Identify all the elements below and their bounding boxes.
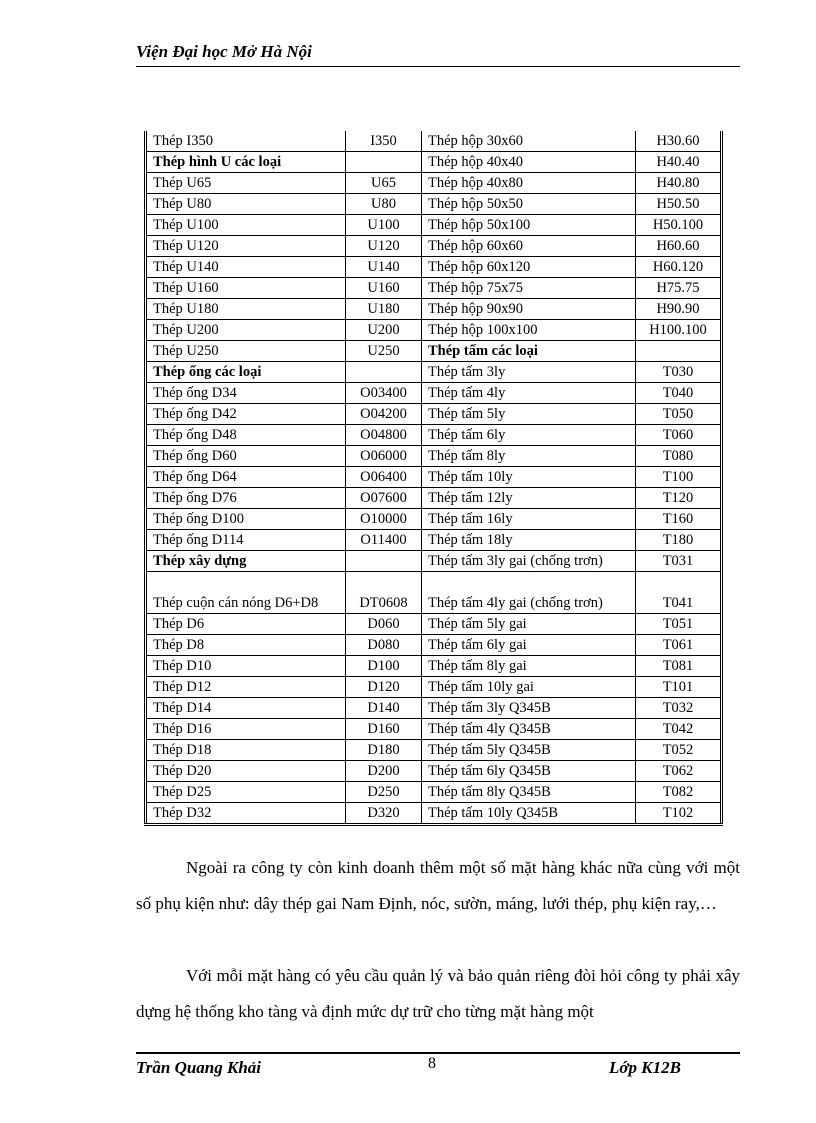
product-name-right: Thép tấm 6ly [422, 425, 636, 446]
product-name-right: Thép hộp 50x50 [422, 194, 636, 215]
table-row [146, 509, 722, 530]
product-name-right: Thép tấm 8ly Q345B [422, 782, 636, 803]
footer-class-label: Lớp K12B [609, 1058, 681, 1077]
product-code-right: T060 [636, 425, 722, 446]
table-row [146, 299, 722, 320]
product-code-left: O06000 [346, 446, 422, 467]
product-name-left: Thép ống D100 [146, 509, 346, 530]
table-row [146, 173, 722, 194]
body-paragraph-2: Với mỗi mặt hàng có yêu cầu quản lý và bảo quản riêng đòi hỏi công ty phải xây dựng hệ thống kho tàng và định mức dự trữ cho từng mặt hàng một [136, 966, 740, 1021]
table-row [146, 803, 722, 825]
product-code-right: H50.50 [636, 194, 722, 215]
product-name-left: Thép U65 [146, 173, 346, 194]
product-name-right: Thép hộp 60x120 [422, 257, 636, 278]
product-code-right: H100.100 [636, 320, 722, 341]
product-name-right: Thép hộp 30x60 [422, 131, 636, 152]
table-row [146, 362, 722, 383]
product-code-left: O11400 [346, 530, 422, 551]
product-code-left: D140 [346, 698, 422, 719]
product-name-left: Thép ống D76 [146, 488, 346, 509]
product-code-left: U80 [346, 194, 422, 215]
table-row [146, 698, 722, 719]
table-row [146, 194, 722, 215]
product-name-right: Thép hộp 40x40 [422, 152, 636, 173]
product-code-right: H40.40 [636, 152, 722, 173]
product-code-right: T032 [636, 698, 722, 719]
product-code-right: T051 [636, 614, 722, 635]
product-code-right: T101 [636, 677, 722, 698]
product-code-right: H30.60 [636, 131, 722, 152]
table-row [146, 404, 722, 425]
product-name-right: Thép hộp 50x100 [422, 215, 636, 236]
product-name-left: Thép U120 [146, 236, 346, 257]
product-code-left: O04800 [346, 425, 422, 446]
product-name-left: Thép D14 [146, 698, 346, 719]
product-code-right: T120 [636, 488, 722, 509]
product-code-left: D200 [346, 761, 422, 782]
product-name-right: Thép hộp 60x60 [422, 236, 636, 257]
product-name-right: Thép tấm 4ly gai (chống trơn) [422, 572, 636, 614]
table-row [146, 446, 722, 467]
product-code-table-container [144, 131, 720, 826]
product-name-left: Thép U80 [146, 194, 346, 215]
product-code-left: U140 [346, 257, 422, 278]
product-name-left: Thép ống D48 [146, 425, 346, 446]
footer-author: Trần Quang Khải [136, 1058, 262, 1077]
product-name-right: Thép tấm 12ly [422, 488, 636, 509]
product-name-left: Thép cuộn cán nóng D6+D8 [146, 572, 346, 614]
product-code-right: T080 [636, 446, 722, 467]
product-code-left [346, 152, 422, 173]
table-row [146, 782, 722, 803]
product-name-right: Thép tấm 3ly gai (chống trơn) [422, 551, 636, 572]
product-code-right: T062 [636, 761, 722, 782]
product-name-left: Thép D16 [146, 719, 346, 740]
product-code-right [636, 341, 722, 362]
product-code-right: T031 [636, 551, 722, 572]
product-code-table-body [146, 131, 722, 825]
table-row [146, 677, 722, 698]
product-code-left: D060 [346, 614, 422, 635]
table-row [146, 740, 722, 761]
product-name-right: Thép hộp 75x75 [422, 278, 636, 299]
product-code-right: H90.90 [636, 299, 722, 320]
product-name-right: Thép tấm 3ly [422, 362, 636, 383]
product-code-right: T050 [636, 404, 722, 425]
product-code-left: D100 [346, 656, 422, 677]
product-code-left: D180 [346, 740, 422, 761]
product-name-right: Thép tấm 4ly Q345B [422, 719, 636, 740]
product-name-right: Thép tấm 10ly [422, 467, 636, 488]
product-name-left: Thép U200 [146, 320, 346, 341]
product-code-right: H40.80 [636, 173, 722, 194]
product-code-left: D160 [346, 719, 422, 740]
product-code-left: U160 [346, 278, 422, 299]
product-code-left: D080 [346, 635, 422, 656]
product-code-right: T061 [636, 635, 722, 656]
product-name-left: Thép ống D60 [146, 446, 346, 467]
product-code-left: U120 [346, 236, 422, 257]
product-name-left: Thép D32 [146, 803, 346, 825]
product-code-left: O04200 [346, 404, 422, 425]
table-row [146, 488, 722, 509]
product-code-left [346, 362, 422, 383]
table-row [146, 614, 722, 635]
table-row [146, 719, 722, 740]
product-code-right: T030 [636, 362, 722, 383]
product-name-right: Thép tấm 5ly [422, 404, 636, 425]
product-name-right: Thép tấm 8ly [422, 446, 636, 467]
product-name-right: Thép hộp 90x90 [422, 299, 636, 320]
table-row [146, 656, 722, 677]
product-code-right: T040 [636, 383, 722, 404]
product-code-right: T081 [636, 656, 722, 677]
product-code-left: U180 [346, 299, 422, 320]
product-name-right: Thép tấm 6ly Q345B [422, 761, 636, 782]
product-name-left: Thép ống D114 [146, 530, 346, 551]
product-code-right: H60.60 [636, 236, 722, 257]
product-name-left: Thép U250 [146, 341, 346, 362]
product-code-left: D120 [346, 677, 422, 698]
table-row [146, 278, 722, 299]
product-name-left: Thép ống D42 [146, 404, 346, 425]
product-name-left: Thép ống D34 [146, 383, 346, 404]
product-name-right: Thép tấm các loại [422, 341, 636, 362]
product-name-right: Thép hộp 40x80 [422, 173, 636, 194]
table-row [146, 320, 722, 341]
product-code-left: D250 [346, 782, 422, 803]
product-name-left: Thép D8 [146, 635, 346, 656]
product-code-right: H75.75 [636, 278, 722, 299]
product-name-right: Thép tấm 4ly [422, 383, 636, 404]
table-row [146, 425, 722, 446]
product-name-right: Thép tấm 10ly gai [422, 677, 636, 698]
product-code-left: O06400 [346, 467, 422, 488]
product-name-left: Thép D25 [146, 782, 346, 803]
page-header-title: Viện Đại học Mở Hà Nội [136, 42, 312, 61]
product-name-left: Thép D10 [146, 656, 346, 677]
product-name-left: Thép U160 [146, 278, 346, 299]
table-row [146, 572, 722, 614]
product-code-right: H60.120 [636, 257, 722, 278]
product-name-left: Thép D6 [146, 614, 346, 635]
product-code-left [346, 551, 422, 572]
table-row [146, 467, 722, 488]
product-code-right: T082 [636, 782, 722, 803]
product-code-right: T102 [636, 803, 722, 825]
product-code-left: U65 [346, 173, 422, 194]
product-name-left: Thép ống D64 [146, 467, 346, 488]
table-row [146, 761, 722, 782]
page-number: 8 [428, 1055, 436, 1072]
product-code-right: T100 [636, 467, 722, 488]
product-name-right: Thép hộp 100x100 [422, 320, 636, 341]
product-code-table [144, 131, 723, 826]
product-name-right: Thép tấm 6ly gai [422, 635, 636, 656]
table-row [146, 257, 722, 278]
table-row [146, 383, 722, 404]
product-name-left: Thép hình U các loại [146, 152, 346, 173]
header-divider [136, 66, 740, 67]
product-name-left: Thép U140 [146, 257, 346, 278]
product-name-left: Thép U180 [146, 299, 346, 320]
product-name-left: Thép xây dựng [146, 551, 346, 572]
product-code-right: T041 [636, 572, 722, 614]
product-code-right: T180 [636, 530, 722, 551]
product-name-left: Thép I350 [146, 131, 346, 152]
product-name-right: Thép tấm 5ly gai [422, 614, 636, 635]
product-code-left: O07600 [346, 488, 422, 509]
product-name-right: Thép tấm 5ly Q345B [422, 740, 636, 761]
product-name-right: Thép tấm 18ly [422, 530, 636, 551]
product-code-left: O10000 [346, 509, 422, 530]
product-code-right: T052 [636, 740, 722, 761]
table-row [146, 152, 722, 173]
body-paragraph-1: Ngoài ra công ty còn kinh doanh thêm một số mặt hàng khác nữa cùng với một số phụ kiện như: dây thép gai Nam Định, nóc, sườn, máng, lưới thép, phụ kiện ray,… [136, 858, 740, 913]
product-name-right: Thép tấm 3ly Q345B [422, 698, 636, 719]
product-name-right: Thép tấm 8ly gai [422, 656, 636, 677]
product-code-left: D320 [346, 803, 422, 825]
product-code-left: I350 [346, 131, 422, 152]
table-row [146, 341, 722, 362]
product-code-left: U100 [346, 215, 422, 236]
product-name-left: Thép D12 [146, 677, 346, 698]
product-code-left: DT0608 [346, 572, 422, 614]
product-name-left: Thép ống các loại [146, 362, 346, 383]
product-name-right: Thép tấm 16ly [422, 509, 636, 530]
table-row [146, 215, 722, 236]
product-code-left: U250 [346, 341, 422, 362]
product-name-left: Thép D20 [146, 761, 346, 782]
table-row [146, 236, 722, 257]
product-code-right: T160 [636, 509, 722, 530]
footer-divider [136, 1052, 740, 1054]
product-name-left: Thép U100 [146, 215, 346, 236]
product-code-right: T042 [636, 719, 722, 740]
product-code-left: U200 [346, 320, 422, 341]
product-name-right: Thép tấm 10ly Q345B [422, 803, 636, 825]
product-name-left: Thép D18 [146, 740, 346, 761]
product-code-right: H50.100 [636, 215, 722, 236]
table-row [146, 131, 722, 152]
product-code-left: O03400 [346, 383, 422, 404]
table-row [146, 635, 722, 656]
table-row [146, 551, 722, 572]
table-row [146, 530, 722, 551]
